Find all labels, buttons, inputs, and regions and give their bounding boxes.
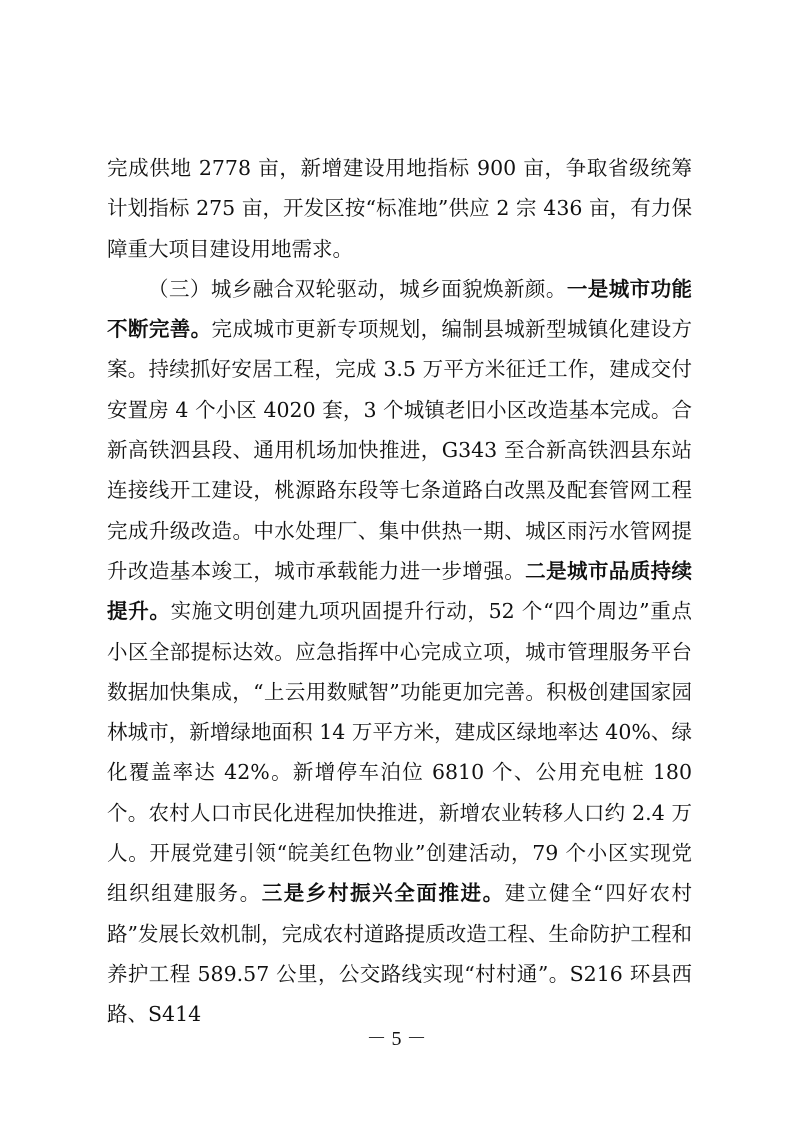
section-heading: （三）城乡融合双轮驱动，城乡面貌焕新颜。 [148, 276, 567, 301]
bold-lead-phrase: 二是城市品质持续提升。 [107, 558, 693, 624]
paragraph [107, 269, 692, 1035]
paragraph-text: 实施文明创建九项巩固提升行动，52 个“四个周边”重点小区全部提标达效。应急指挥中心完成立项，城市管理服务平台数据加快集成，“上云用数赋智”功能更加完善。积极创建国家园林城市，新增绿地面积 14 万平方米，建成区绿地率达 40%、绿化覆盖率达 42%。新增停车泊位 6810 个、公用充电桩 180 个。农村人口市民化进程加快推进，新增农业转移人口约 2.4 万人。开展党建引领“皖美红色物业”创建活动，79 个小区实现党组织组建服务。 [107, 599, 693, 906]
paragraph-text: 完成城市更新专项规划，编制县城新型城镇化建设方案。持续抓好安居工程，完成 3.5 万平方米征迁工作，建成交付安置房 4 个小区 4020 套，3 个城镇老旧小区改造基本完成。合新高铁泗县段、通用机场加快推进，G343 至合新高铁泗县东站连接线开工建设，桃源路东段等七条道路白改黑及配套管网工程完成升级改造。中水处理厂、集中供热一期、城区雨污水管网提升改造基本竣工，城市承载能力进一步增强。 [107, 317, 693, 583]
bold-lead-phrase: 一是城市功能不断完善。 [107, 276, 693, 342]
page-number: － 5 － [366, 1028, 427, 1050]
paragraph-text: 完成供地 2778 亩，新增建设用地指标 900 亩，争取省级统筹计划指标 275 亩，开发区按“标准地”供应 2 宗 436 亩，有力保障重大项目建设用地需求。 [107, 156, 692, 261]
body-text [107, 148, 692, 1035]
paragraph [107, 148, 692, 269]
paragraph-text: 建立健全“四好农村路”发展长效机制，完成农村道路提质改造工程、生命防护工程和养护工程 589.57 公里，公交路线实现“村村通”。S216 环县西路、S414 [107, 881, 693, 1027]
bold-lead-phrase: 三是乡村振兴全面推进。 [261, 881, 505, 906]
